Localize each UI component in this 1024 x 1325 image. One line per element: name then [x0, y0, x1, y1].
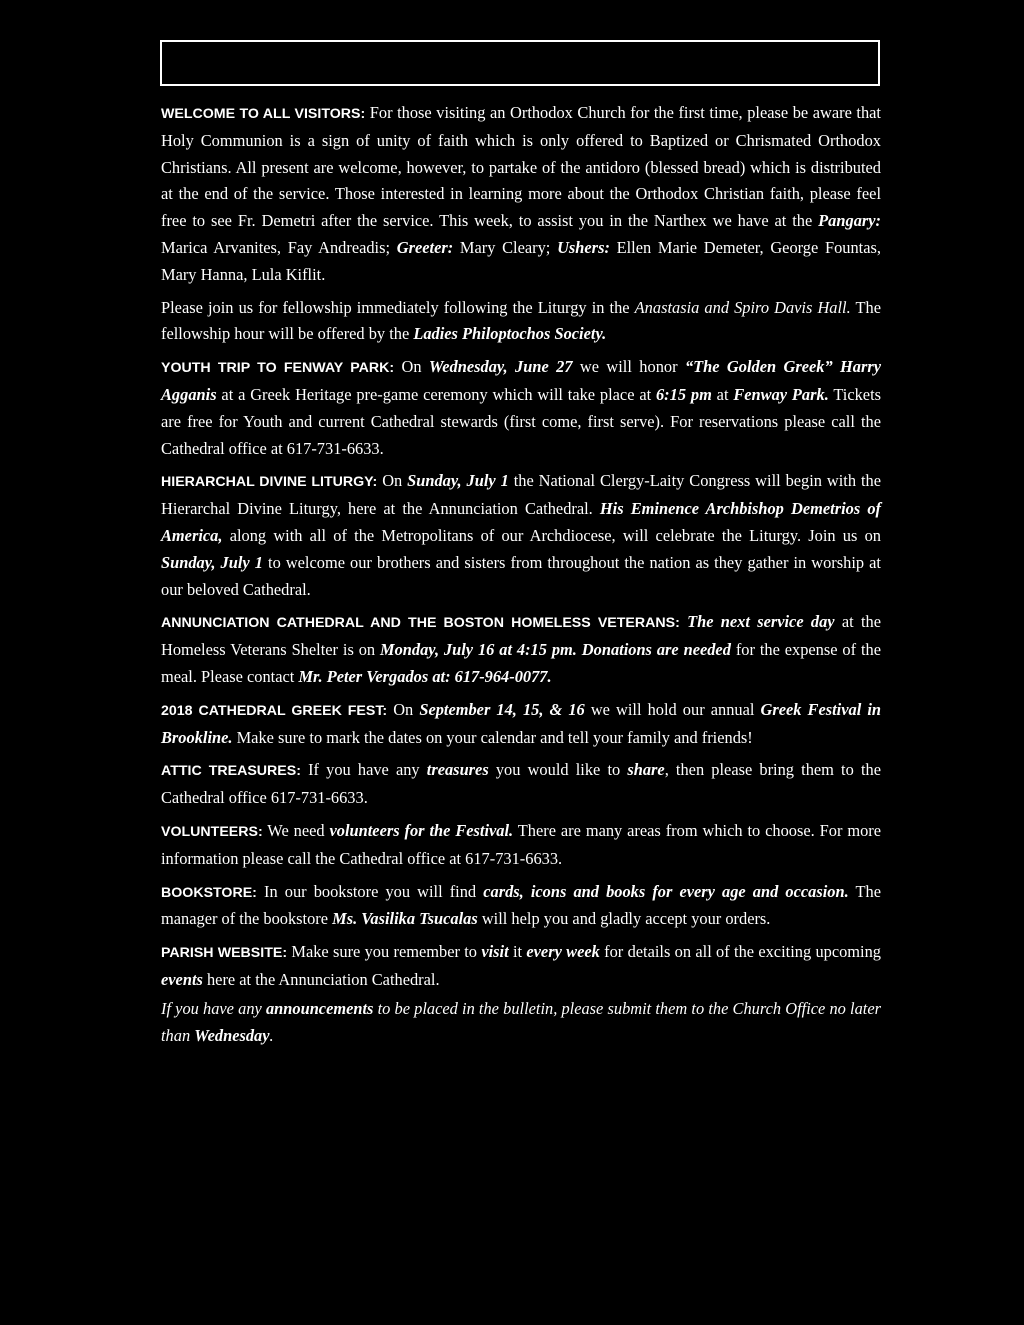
attic-paragraph [161, 757, 881, 812]
fellowship-text-2: The fellowship hour will be offered by the [161, 297, 881, 344]
closing-day: Wednesday [194, 1025, 270, 1045]
youth-text-2: we will honor [572, 357, 685, 377]
greeter-label: Greeter: [396, 237, 454, 257]
welcome-heading: WELCOME TO ALL VISITORS: [161, 106, 366, 122]
liturgy-text-1: On [377, 471, 408, 491]
fellowship-paragraph [161, 295, 881, 349]
youth-heading: YOUTH TRIP TO FENWAY PARK: [161, 360, 395, 377]
veterans-text-2: at the Homeless Veterans Shelter is on [161, 612, 881, 660]
volunteers-festival: volunteers for the Festival. [329, 820, 514, 840]
closing-text-2: to be placed in the bulletin, please submit them to the Church Office no later than [161, 998, 881, 1045]
bookstore-text-1: In our bookstore you will find [256, 881, 484, 901]
fest-text-2: we will hold our annual [584, 699, 761, 719]
attic-text-2: you would like to [488, 760, 628, 780]
bookstore-paragraph [161, 879, 881, 934]
fest-text-3: Make sure to mark the dates on your calendar and tell your family and friends! [232, 727, 753, 747]
closing-note [161, 996, 881, 1050]
website-events: events [161, 969, 203, 989]
bookstore-text-3: will help you and gladly accept your orders. [477, 909, 771, 929]
website-heading: PARISH WEBSITE: [161, 945, 288, 962]
website-visit: visit [481, 942, 509, 962]
liturgy-date-2: Sunday, July 1 [161, 552, 263, 572]
veterans-text-4: for the expense of the meal. Please contact [161, 640, 881, 686]
golden-greek: “The Golden Greek” Harry Agganis [161, 357, 881, 404]
greek-festival: Greek Festival in Brookline. [161, 699, 881, 747]
volunteers-paragraph [161, 818, 881, 873]
announcements-body [161, 100, 881, 1051]
youth-time: 6:15 pm [655, 384, 712, 404]
welcome-paragraph [161, 100, 881, 289]
ushers-names: Ellen Marie Demeter, George Fountas, Mary Hanna, Lula Kiflit. [161, 237, 881, 284]
youth-text-3: at a Greek Heritage pre-game ceremony which will take place at [216, 384, 656, 404]
fenway-park: Fenway Park. [733, 384, 829, 404]
liturgy-text-2: the National Clergy-Laity Congress will begin with the Hierarchal Divine Liturgy, here at the Annunciation Cathedral. [161, 471, 881, 519]
veterans-paragraph [161, 609, 881, 690]
veterans-date: Monday, July 16 at 4:15 pm. [380, 640, 577, 660]
youth-date: Wednesday, June 27 [428, 357, 573, 377]
website-every-week: every week [526, 942, 600, 962]
fellowship-hall: Anastasia and Spiro Davis Hall. [634, 297, 851, 317]
veterans-contact: Mr. Peter Vergados at: 617-964-0077. [298, 666, 552, 686]
veterans-text-1 [680, 612, 687, 631]
volunteers-text-1: We need [262, 820, 330, 840]
youth-text-4: at [711, 384, 734, 404]
pangary-names: Marica Arvanites, Fay Andreadis; [161, 237, 397, 257]
attic-text-1: If you have any [300, 760, 427, 780]
welcome-text: For those visiting an Orthodox Church for the first time, please be aware that Holy Communion is a sign of unity of faith which is only offered to Baptized or Chrismated Orthodox Christians. All present are welcome, however, to partake of the antidoro (blessed bread) which is distributed at the end of the service. Those interested in learning more about the Orthodox Christian faith, please feel free to see Fr. Demetri after the service. This week, to assist you in the Narthex we have at the [161, 103, 881, 231]
fest-paragraph [161, 697, 881, 752]
attic-treasures: treasures [426, 760, 489, 780]
greeter-name: Mary Cleary; [453, 237, 558, 257]
youth-text-5: Tickets are free for Youth and current Cathedral stewards (first come, first serve). For reservations please call the Cathedral office at 617-731-6633. [161, 384, 882, 458]
website-text-4: here at the Annunciation Cathedral. [202, 969, 440, 989]
closing-text-3: . [269, 1025, 274, 1045]
ushers-label: Ushers: [557, 237, 610, 257]
fest-dates: September 14, 15, & 16 [419, 699, 585, 719]
bookstore-items: cards, icons and books for every age and occasion. [483, 881, 849, 901]
liturgy-date-1: Sunday, July 1 [407, 471, 509, 491]
header-bar [160, 40, 880, 86]
bookstore-heading: BOOKSTORE: [161, 884, 257, 901]
website-paragraph [161, 939, 881, 994]
closing-announcements: announcements [265, 998, 374, 1018]
volunteers-heading: VOLUNTEERS: [161, 823, 263, 840]
attic-text-3: , then please bring them to the Cathedral office 617-731-6633. [161, 760, 881, 808]
liturgy-heading: HIERARCHAL DIVINE LITURGY: [161, 474, 378, 491]
fellowship-text: Please join us for fellowship immediately following the Liturgy in the [161, 297, 635, 317]
liturgy-text-3: along with all of the Metropolitans of our Archdiocese, will celebrate the Liturgy. Join us on [222, 525, 881, 545]
attic-share: share [627, 760, 665, 780]
liturgy-text-4: to welcome our brothers and sisters from throughout the nation as they gather in worship at our beloved Cathedral. [161, 552, 881, 599]
youth-paragraph [161, 354, 881, 462]
website-text-3: for details on all of the exciting upcoming [599, 942, 881, 962]
youth-text-1: On [394, 357, 429, 377]
veterans-heading: ANNUNCIATION CATHEDRAL AND THE BOSTON HOMELESS VETERANS: [161, 615, 680, 632]
liturgy-paragraph [161, 468, 881, 603]
bookstore-manager: Ms. Vasilika Tsucalas [332, 909, 478, 929]
volunteers-text-2: There are many areas from which to choose. For more information please call the Cathedral office at 617-731-6633. [161, 820, 881, 868]
bookstore-text-2: The manager of the bookstore [161, 881, 881, 929]
archbishop-name: His Eminence Archbishop Demetrios of America, [161, 499, 881, 545]
website-text-1: Make sure you remember to [287, 942, 482, 962]
donations-needed: Donations are needed [581, 640, 731, 660]
closing-text-1: If you have any [161, 998, 266, 1018]
website-text-2: it [508, 942, 527, 962]
fest-heading: 2018 CATHEDRAL GREEK FEST: [161, 702, 388, 719]
next-service-day: The next service day [687, 612, 835, 632]
pangary-label: Pangary: [818, 211, 881, 231]
attic-heading: ATTIC TREASURES: [161, 763, 301, 780]
fest-text-1: On [387, 699, 420, 719]
philoptochos-society: Ladies Philoptochos Society. [413, 324, 607, 344]
